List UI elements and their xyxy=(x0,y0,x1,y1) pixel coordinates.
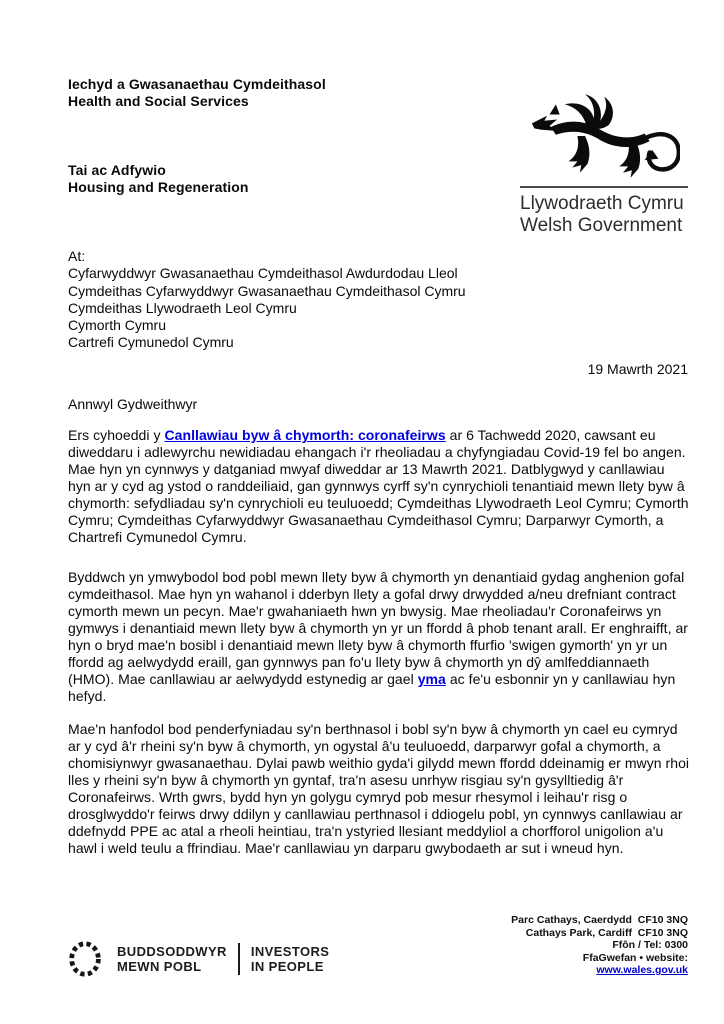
welsh-government-logo xyxy=(520,90,688,237)
address-line-welsh: Parc Cathays, Caerdydd CF10 3NQ xyxy=(511,914,688,926)
department-name-english: Health and Social Services xyxy=(68,93,249,109)
laurel-wreath-icon xyxy=(64,938,106,980)
recipient-item: Cymorth Cymru xyxy=(68,317,167,334)
recipient-item: Cartrefi Cymunedol Cymru xyxy=(68,334,234,351)
phone-line: Ffôn / Tel: 0300 xyxy=(612,939,688,951)
recipient-item: Cymdeithas Cyfarwyddwyr Gwasanaethau Cymdeithasol Cymru xyxy=(68,282,466,299)
iip-divider xyxy=(238,943,240,975)
office-address xyxy=(511,914,688,977)
division-name-english: Housing and Regeneration xyxy=(68,179,249,195)
recipient-label: At: xyxy=(68,248,86,264)
iip-text-welsh xyxy=(117,944,227,974)
salutation: Annwyl Gydweithwyr xyxy=(68,396,198,412)
letter-date: 19 Mawrth 2021 xyxy=(587,361,688,377)
iip-english-line2: IN PEOPLE xyxy=(250,959,324,974)
division-name-welsh: Tai ac Adfywio xyxy=(68,162,166,178)
paragraph-1-text: Ers cyhoeddi y xyxy=(68,427,165,443)
extended-households-link[interactable]: yma xyxy=(417,671,446,687)
paragraph-2 xyxy=(68,569,690,705)
iip-welsh-line2: MEWN POBL xyxy=(117,959,202,974)
investors-in-people-logo xyxy=(64,938,329,980)
paragraph-2-text: Byddwch yn ymwybodol bod pobl mewn llety byw â chymorth yn denantiaid gydag anghenion gofal cymdeithasol. Mae hyn yn wahanol i dderbyn llety a gofal drwy drwydded a/neu drefniant contract cymorth mewn un pecyn. Mae'r gwahaniaeth hwn yn bwysig. Mae rheoliadau'r Coronafeirws yn gymwys i denantiaid mewn llety byw â chymorth yn yr un ffordd â phob tenant arall. Er enghraifft, ar hyn o bryd mae'n bosibl i denantiaid mewn llety byw â chymorth ffurfio 'swigen gymorth' yn yr un ffordd ag aelwydydd eraill, gan gynnwys pan fo'u llety byw â chymorth yn dŷ amlfeddiannaeth (HMO). Mae canllawiau ar aelwydydd estynedig ar gael xyxy=(68,569,689,687)
recipient-item: Cymdeithas Llywodraeth Leol Cymru xyxy=(68,299,297,316)
logo-org-welsh: Llywodraeth Cymru xyxy=(520,193,684,214)
department-header xyxy=(68,76,326,110)
iip-english-line1: INVESTORS xyxy=(250,944,330,959)
welsh-dragon-icon xyxy=(520,90,688,182)
website-link[interactable]: www.wales.gov.uk xyxy=(596,964,688,976)
paragraph-3: Mae'n hanfodol bod penderfyniadau sy'n berthnasol i bobl sy'n byw â chymorth yn cael eu cymryd ar y cyd â'r rheini sy'n byw â chymorth, yn ogystal â'u teuluoedd, darparwyr gofal a chymorth, a chomisiynwyr gwasanaethau. Dylai pawb weithio gyda'i gilydd mewn ffordd ddeinamig er mwyn rhoi lles y rheini sy'n byw â chymorth yn gyntaf, tra'n asesu unrhyw risgiau sy'n gysylltiedig â'r Coronafeirws. Wrth gwrs, bydd hyn yn golygu cymryd pob mesur rhesymol i leihau'r risg o drosglwyddo'r feirws drwy ddilyn y canllawiau perthnasol i ddiogelu pobl, yn cynnwys canllawiau ar ddefnydd PPE ac atal a rheoli heintiau, tra'n ystyried llesiant meddyliol a chorfforol unigolion a'u hawl i weld teulu a ffrindiau. Mae'r canllawiau yn darparu gwybodaeth ar sut i wneud hyn. xyxy=(68,721,690,856)
address-line-english: Cathays Park, Cardiff CF10 3NQ xyxy=(525,926,688,939)
logo-divider xyxy=(520,186,688,188)
recipient-item: Cyfarwyddwyr Gwasanaethau Cymdeithasol Awdurdodau Lleol xyxy=(68,265,458,282)
logo-org-english: Welsh Government xyxy=(520,215,683,236)
division-header xyxy=(68,162,249,196)
website-label: FfaGwefan • website: xyxy=(582,951,688,964)
paragraph-2-text-cont: ac fe'u esbonnir yn y canllawiau hyn hefyd. xyxy=(68,671,676,704)
supported-living-guidance-link[interactable]: Canllawiau byw â chymorth: coronafeirws xyxy=(164,427,446,443)
iip-text-english xyxy=(251,944,330,974)
paragraph-1-text-cont: ar 6 Tachwedd 2020, cawsant eu diweddaru i adlewyrchu newidiadau ehangach i'r rheoliadau a chyfyngiadau Covid-19 fel bo angen. Mae hyn yn cynnwys y datganiad mwyaf diweddar ar 13 Mawrth 2021. Datblygwyd y canllawiau hyn ar y cyd ag ystod o randdeiliaid, gan gynnwys cyrff sy'n cynrychioli tenantiaid mewn llety byw â chymorth: sefydliadau sy'n cynrychioli eu teuluoedd; Cymdeithas Llywodraeth Leol Cymru; Cymorth Cymru; Cymdeithas Cyfarwyddwyr Gwasanaethau Cymdeithasol Cymru; Darparwyr Cymorth, a Chartrefi Cymunedol Cymru. xyxy=(68,427,689,545)
department-name-welsh: Iechyd a Gwasanaethau Cymdeithasol xyxy=(68,76,326,92)
recipient-list xyxy=(68,248,466,352)
iip-welsh-line1: BUDDSODDWYR xyxy=(117,944,227,959)
paragraph-1 xyxy=(68,427,690,546)
